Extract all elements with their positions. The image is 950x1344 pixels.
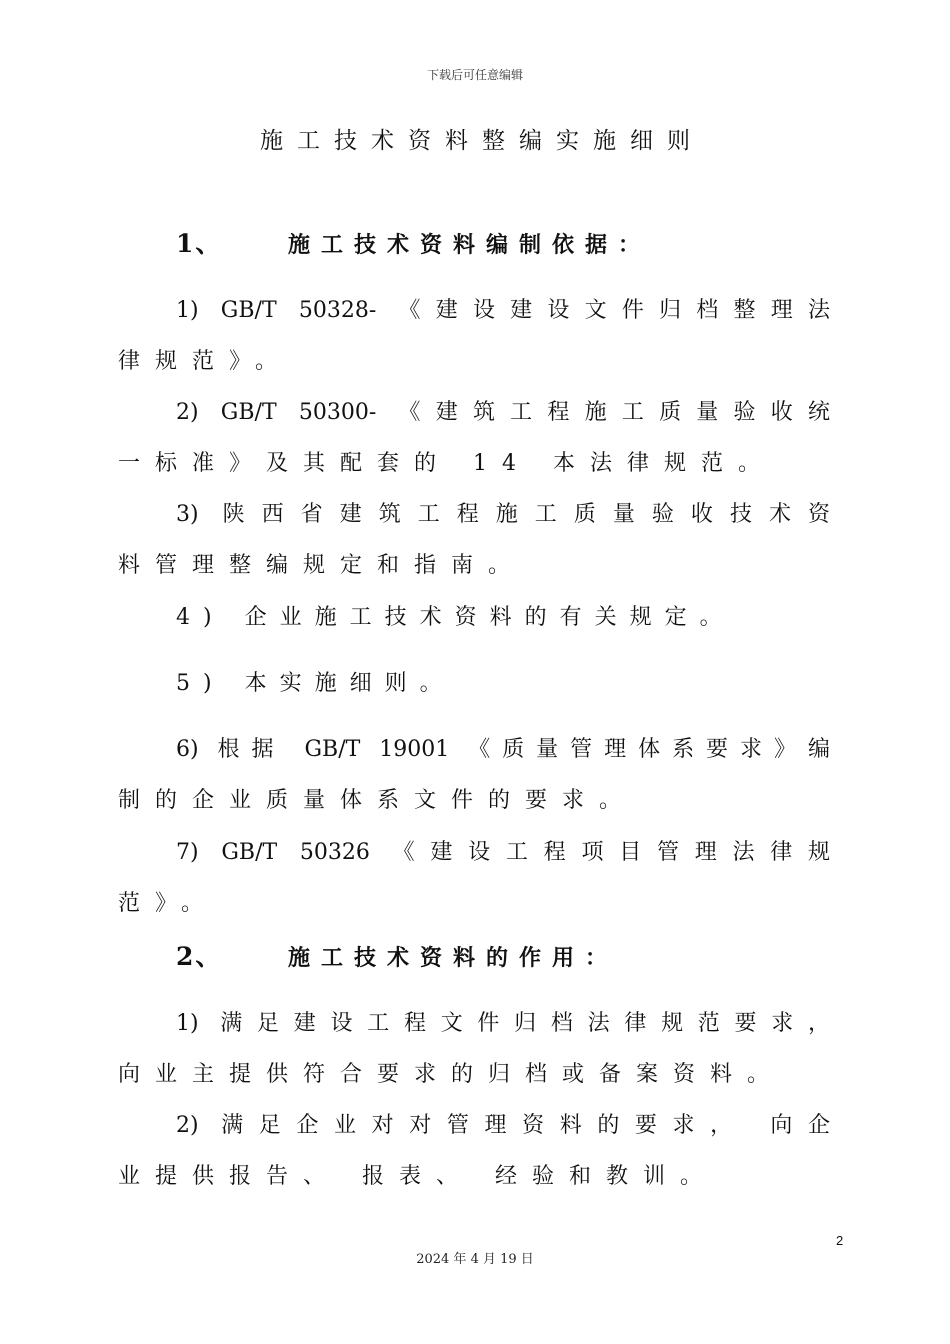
- section-1-number: 1、: [176, 229, 223, 258]
- section-1-item-6-line-1: 6) 根据 GB/T 19001 《质量管理体系要求》编: [176, 737, 830, 762]
- section-1-item-7-line-2: 范》。: [118, 891, 219, 916]
- section-1-item-5-line-1: 5) 本实施细则。: [176, 671, 455, 696]
- header-note: 下载后可任意编辑: [426, 68, 523, 82]
- section-1-item-7-line-1: 7) GB/T 50326 《建设工程项目管理法律规: [176, 840, 830, 865]
- footer-date: 2024 年 4 月 19 日: [416, 1252, 534, 1267]
- section-1-item-3-line-2: 料管理整编规定和指南。: [118, 553, 526, 578]
- section-1-item-1-line-2: 律规范》。: [118, 349, 293, 374]
- section-2-heading: [176, 937, 618, 973]
- section-2-title: 施工技术资料的作用：: [288, 945, 619, 971]
- section-1-item-2-line-2: 一标准》及其配套的 14 本法律规范。: [118, 451, 775, 476]
- section-2-item-2-line-1: 2) 满足企业对对管理资料的要求， 向企: [176, 1113, 830, 1138]
- section-2-number: 2、: [176, 942, 223, 971]
- section-1-item-3-line-1: 3) 陕西省建筑工程施工质量验收技术资: [176, 502, 830, 527]
- section-1-item-2-line-1: 2) GB/T 50300- 《建筑工程施工质量验收统: [176, 400, 830, 425]
- document-title: 施工技术资料整编实施细则: [260, 128, 704, 154]
- section-2-item-1-line-2: 向业主提供符合要求的归档或备案资料。: [118, 1062, 785, 1087]
- page-number: 2: [836, 1233, 844, 1248]
- section-1-item-1-line-1: 1) GB/T 50328- 《建设建设文件归档整理法: [176, 298, 830, 323]
- section-1-item-4-line-1: 4) 企业施工技术资料的有关规定。: [176, 605, 735, 630]
- section-1-heading: [176, 224, 651, 260]
- section-2-item-1-line-1: 1) 满足建设工程文件归档法律规范要求，: [176, 1011, 830, 1036]
- section-1-title: 施工技术资料编制依据：: [288, 232, 652, 258]
- section-2-item-2-line-2: 业提供报告、 报表、 经验和教训。: [118, 1164, 717, 1189]
- section-1-item-6-line-2: 制的企业质量体系文件的要求。: [118, 788, 637, 813]
